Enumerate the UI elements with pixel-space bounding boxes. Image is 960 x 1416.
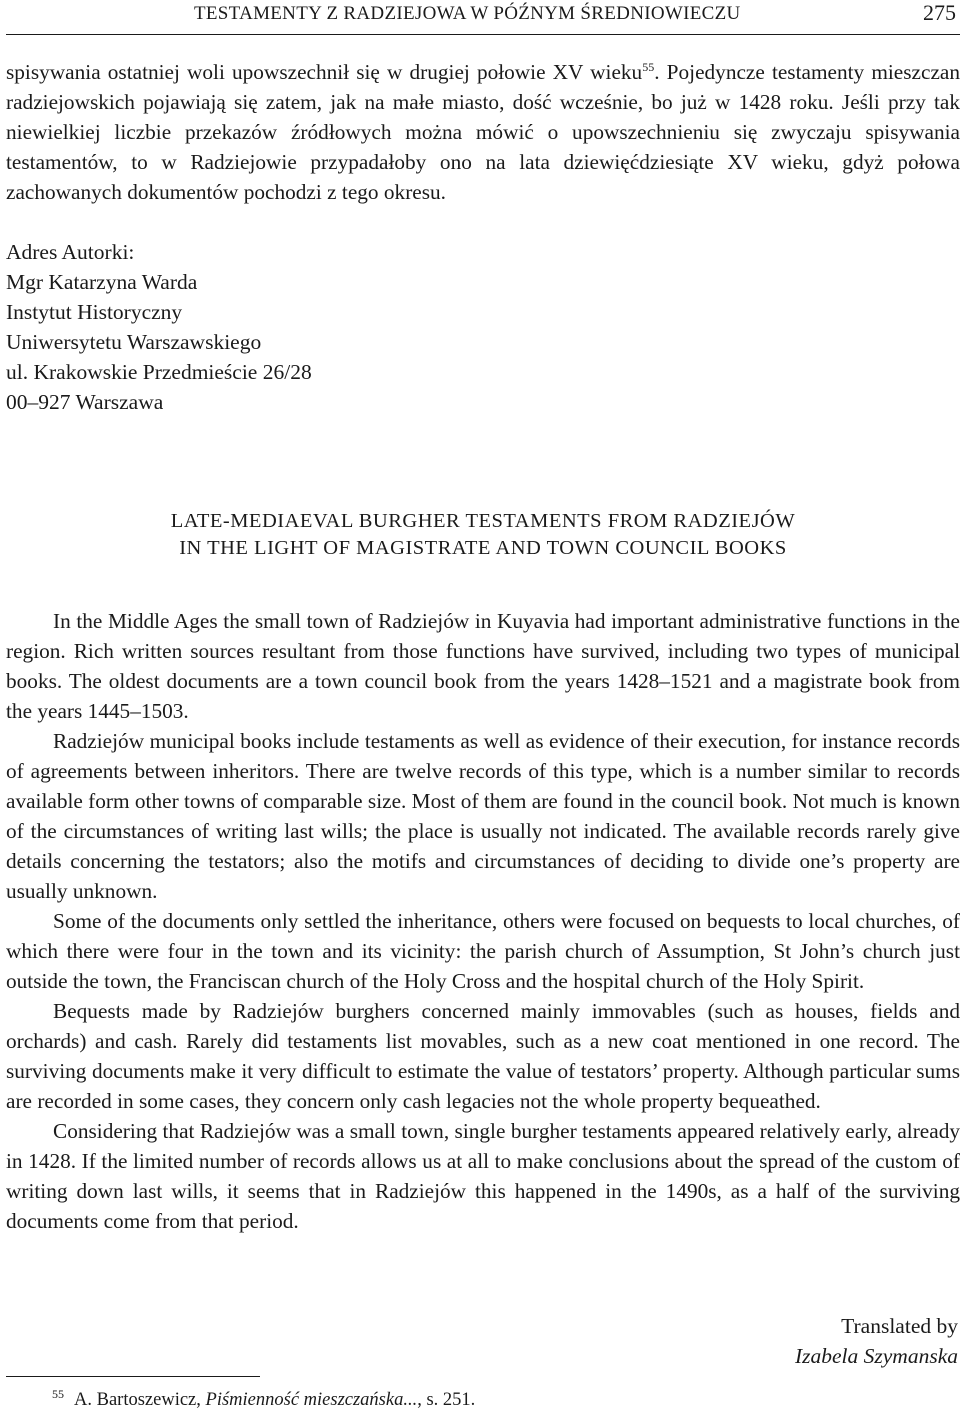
abstract-body [6,606,960,1236]
address-line: Uniwersytetu Warszawskiego [6,330,262,354]
footnote-author: A. Bartoszewicz, [74,1390,206,1410]
address-line: Mgr Katarzyna Warda [6,270,198,294]
footnote-title: Piśmienność mieszczańska... [205,1390,418,1410]
body-paragraph [6,57,960,207]
translator-label: Translated by [841,1314,958,1338]
abstract-title-line: IN THE LIGHT OF MAGISTRATE AND TOWN COUNCIL BOOKS [179,537,787,559]
footnote-divider [6,1376,260,1377]
footnote-reference: 55 [642,60,655,74]
abstract-paragraph: In the Middle Ages the small town of Radziejów in Kuyavia had important administrative functions in the region. Rich written sources resultant from those functions have survived, including two types of municipal books. The oldest documents are a town council book from the years 1428–1521 and a magistrate book from the years 1445–1503. [6,609,960,723]
body-text-before-ref: spisywania ostatniej woli upowszechnił się w drugiej połowie XV wieku [6,60,643,84]
footnote [52,1388,475,1412]
running-header [6,0,960,35]
author-address [6,237,312,417]
document-page [6,0,960,1416]
address-line: ul. Krakowskie Przedmieście 26/28 [6,360,312,384]
page-number: 275 [923,0,956,25]
abstract-paragraph: Radziejów municipal books include testaments as well as evidence of their execution, for instance records of agreements between inheritors. There are twelve records of this type, which is a number similar to records available form other towns of comparable size. Most of them are found in the council book. Not much is known of the circumstances of writing last wills; the place is usually not indicated. The available records rarely give details concerning the testators; also the motifs and circumstances of deciding to divide one’s property are usually unknown. [6,729,960,903]
translator-credit [795,1311,958,1371]
footnote-pages: , s. 251. [417,1390,476,1410]
translator-name: Izabela Szymanska [794,1344,958,1368]
abstract-title-line: LATE-MEDIAEVAL BURGHER TESTAMENTS FROM RADZIEJÓW [170,510,796,532]
body-text-after-ref: . Pojedyncze testamenty mieszczan radziejowskich pojawiają się zatem, jak na małe miasto, dość wcześnie, bo już w 1428 roku. Jeśli przy tak niewielkiej liczbie przekazów źródłowych można mówić o upowszechnieniu się zwyczaju spisywania testamentów, to w Radziejowie przypadałoby ono na lata dziewięćdziesiąte XV wieku, gdyż połowa zachowanych dokumentów pochodzi z tego okresu. [6,60,960,204]
abstract-paragraph: Some of the documents only settled the inheritance, others were focused on bequests to local churches, of which there were four in the town and its vicinity: the parish church of Assumption, St John’s church just outside the town, the Franciscan church of the Holy Cross and the hospital church of the Holy Spirit. [6,909,960,993]
address-line: 00–927 Warszawa [6,390,164,414]
address-heading: Adres Autorki: [6,240,135,264]
body-paragraph-text [6,57,960,207]
abstract-paragraph: Considering that Radziejów was a small town, single burgher testaments appeared relatively early, already in 1428. If the limited number of records allows us at all to make conclusions about the spread of the custom of writing down last wills, it seems that in Radziejów this happened in the 1490s, as a half of the surviving documents come from that period. [6,1119,960,1233]
address-line: Instytut Historyczny [6,300,183,324]
abstract-paragraph: Bequests made by Radziejów burghers concerned mainly immovables (such as houses, fields and orchards) and cash. Rarely did testaments list movables, such as a new coat mentioned in one record. The surviving documents make it very difficult to estimate the value of testators’ property. Although particular sums are recorded in some cases, they concern only cash legacies not the whole property bequeathed. [6,999,960,1113]
running-title: TESTAMENTY Z RADZIEJOWA W PÓŹNYM ŚREDNIOWIECZU [194,3,741,24]
abstract-title [6,508,960,562]
footnote-number: 55 [52,1387,64,1401]
